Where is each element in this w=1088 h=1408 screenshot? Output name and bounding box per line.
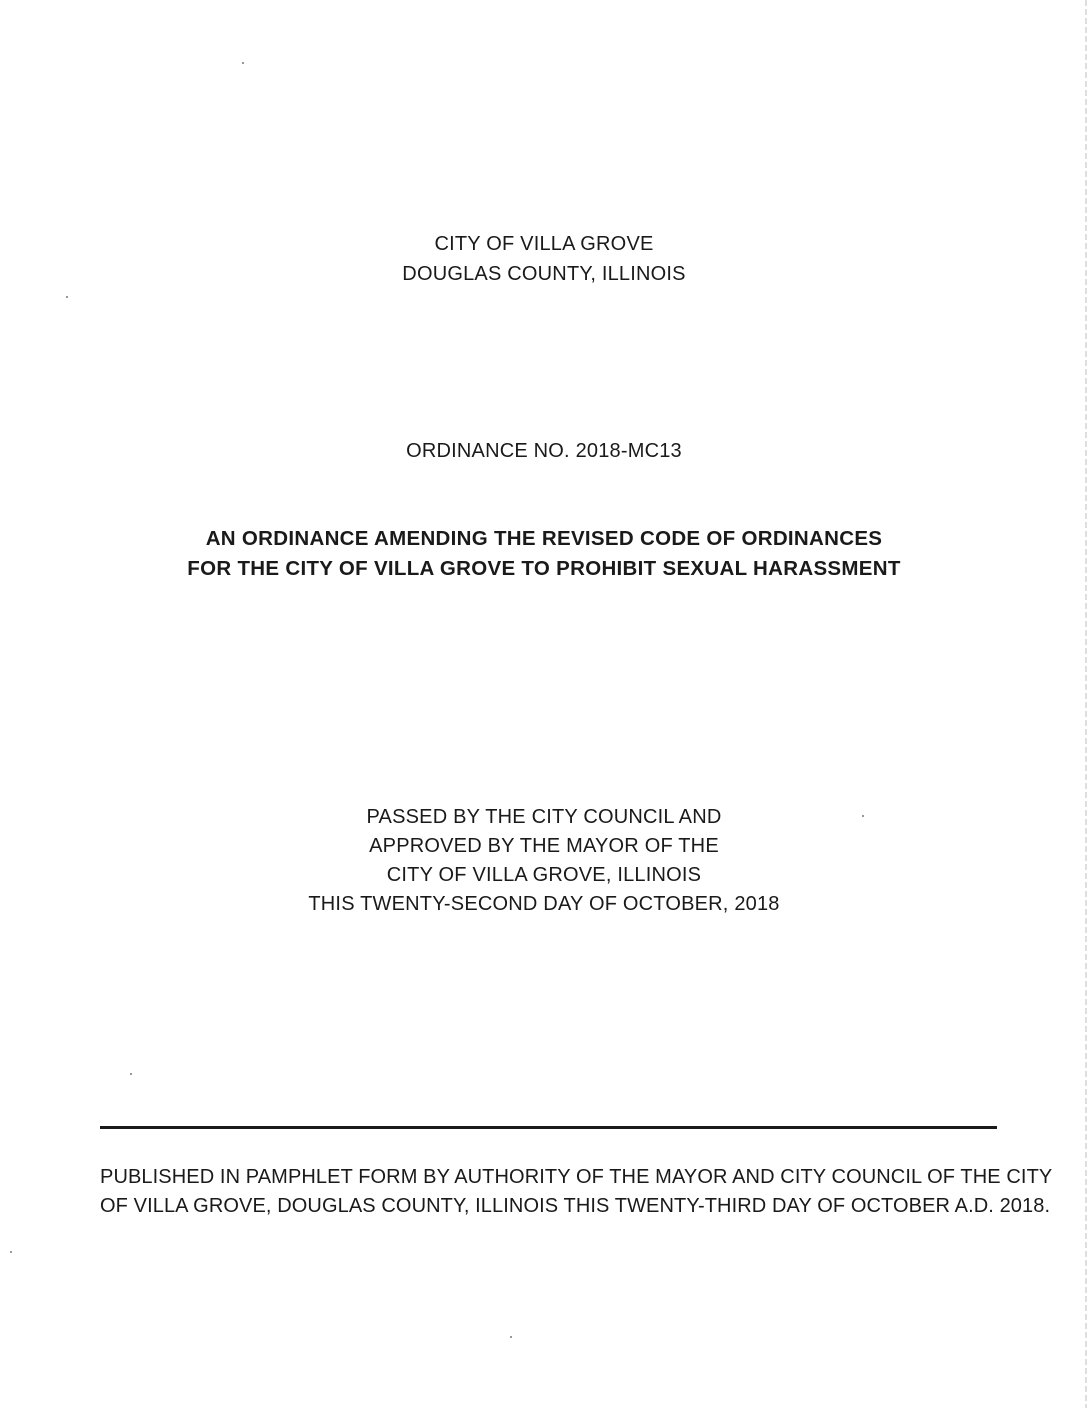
publication-line-2: OF VILLA GROVE, DOUGLAS COUNTY, ILLINOIS THIS TWENTY-THIRD DAY OF OCTOBER A.D. 2018. <box>100 1195 1051 1217</box>
passage-line-4: THIS TWENTY-SECOND DAY OF OCTOBER, 2018 <box>308 893 780 915</box>
ordinance-title-line-2: FOR THE CITY OF VILLA GROVE TO PROHIBIT SEXUAL HARASSMENT <box>187 557 901 580</box>
passage-line-2: APPROVED BY THE MAYOR OF THE <box>369 835 719 857</box>
county-name: DOUGLAS COUNTY, ILLINOIS <box>402 263 686 285</box>
ordinance-title-line-1: AN ORDINANCE AMENDING THE REVISED CODE OF ORDINANCES <box>205 527 883 550</box>
ordinance-number: ORDINANCE NO. 2018-MC13 <box>406 440 682 462</box>
divider-rule <box>100 1126 997 1129</box>
scan-edge-artifact <box>1085 0 1087 1408</box>
scan-speck <box>130 1073 132 1075</box>
scan-speck <box>10 1251 12 1253</box>
scan-speck <box>66 296 68 298</box>
scan-speck <box>242 62 244 64</box>
publication-line-1: PUBLISHED IN PAMPHLET FORM BY AUTHORITY OF THE MAYOR AND CITY COUNCIL OF THE CITY <box>100 1166 1053 1188</box>
scan-speck <box>510 1336 512 1338</box>
passage-line-3: CITY OF VILLA GROVE, ILLINOIS <box>386 864 702 886</box>
passage-line-1: PASSED BY THE CITY COUNCIL AND <box>366 806 722 828</box>
city-name: CITY OF VILLA GROVE <box>434 233 654 255</box>
scan-speck <box>862 815 864 817</box>
